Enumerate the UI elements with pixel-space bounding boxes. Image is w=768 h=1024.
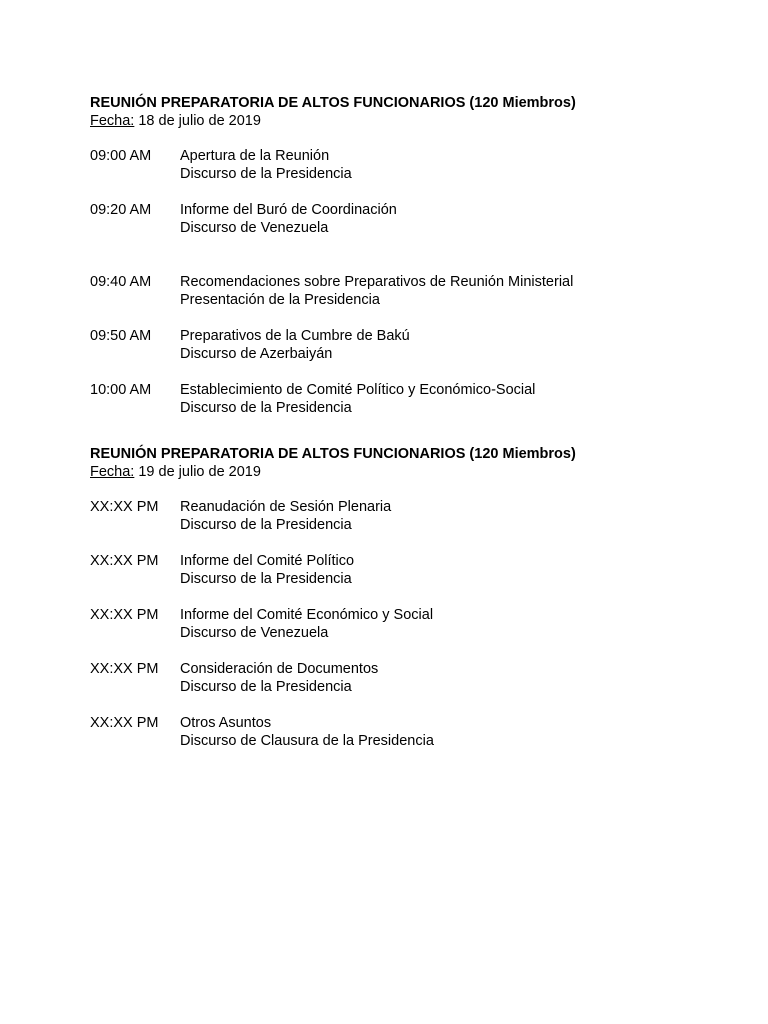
session-title: REUNIÓN PREPARATORIA DE ALTOS FUNCIONARIOS (120 Miembros) — [90, 95, 576, 111]
agenda-time: XX:XX PM — [90, 661, 159, 677]
agenda-description — [180, 498, 730, 534]
agenda-item — [90, 381, 730, 417]
agenda-time: XX:XX PM — [90, 499, 159, 515]
agenda-speaker: Discurso de la Presidencia — [180, 517, 352, 533]
agenda-topic: Recomendaciones sobre Preparativos de Reunión Ministerial — [180, 274, 574, 290]
agenda-item — [90, 606, 730, 642]
agenda-topic: Preparativos de la Cumbre de Bakú — [180, 328, 410, 344]
agenda-time: XX:XX PM — [90, 553, 159, 569]
agenda-time: 09:50 AM — [90, 328, 152, 344]
agenda-time: 09:40 AM — [90, 274, 152, 290]
agenda-description — [180, 147, 730, 183]
agenda-description — [180, 660, 730, 696]
agenda-time: 09:00 AM — [90, 148, 152, 164]
session-date — [90, 112, 730, 130]
agenda-item — [90, 552, 730, 588]
agenda-item — [90, 201, 730, 237]
agenda-item — [90, 273, 730, 309]
agenda-description — [180, 606, 730, 642]
date-value: 19 de julio de 2019 — [134, 464, 261, 480]
agenda-time: XX:XX PM — [90, 607, 159, 623]
agenda-topic: Consideración de Documentos — [180, 661, 379, 677]
agenda-description — [180, 273, 730, 309]
agenda-description — [180, 552, 730, 588]
date-label: Fecha: — [90, 464, 135, 480]
agenda-topic: Apertura de la Reunión — [180, 148, 330, 164]
agenda-speaker: Discurso de Venezuela — [180, 220, 329, 236]
agenda-topic: Informe del Buró de Coordinación — [180, 202, 397, 218]
session-2 — [90, 445, 730, 750]
agenda-speaker: Discurso de la Presidencia — [180, 571, 352, 587]
agenda-description — [180, 714, 730, 750]
session-date — [90, 463, 730, 481]
agenda-item — [90, 147, 730, 183]
agenda-topic: Establecimiento de Comité Político y Económico-Social — [180, 382, 536, 398]
agenda-topic: Informe del Comité Político — [180, 553, 355, 569]
agenda-item — [90, 660, 730, 696]
date-value: 18 de julio de 2019 — [134, 113, 261, 129]
agenda-speaker: Discurso de la Presidencia — [180, 400, 352, 416]
agenda-speaker: Presentación de la Presidencia — [180, 292, 380, 308]
agenda-time: XX:XX PM — [90, 715, 159, 731]
agenda-description — [180, 381, 730, 417]
session-title: REUNIÓN PREPARATORIA DE ALTOS FUNCIONARIOS (120 Miembros) — [90, 446, 576, 462]
agenda-speaker: Discurso de la Presidencia — [180, 679, 352, 695]
agenda-item — [90, 714, 730, 750]
agenda-topic: Informe del Comité Económico y Social — [180, 607, 434, 623]
agenda-list — [90, 147, 730, 417]
agenda-time: 10:00 AM — [90, 382, 152, 398]
agenda-description — [180, 327, 730, 363]
agenda-time: 09:20 AM — [90, 202, 152, 218]
agenda-description — [180, 201, 730, 237]
agenda-speaker: Discurso de Azerbaiyán — [180, 346, 333, 362]
agenda-speaker: Discurso de Venezuela — [180, 625, 329, 641]
date-label: Fecha: — [90, 113, 135, 129]
agenda-topic: Reanudación de Sesión Plenaria — [180, 499, 392, 515]
agenda-list — [90, 498, 730, 750]
agenda-item — [90, 498, 730, 534]
agenda-speaker: Discurso de Clausura de la Presidencia — [180, 733, 434, 749]
agenda-document — [90, 92, 730, 750]
agenda-item — [90, 327, 730, 363]
session-1 — [90, 94, 730, 417]
agenda-speaker: Discurso de la Presidencia — [180, 166, 352, 182]
agenda-topic: Otros Asuntos — [180, 715, 272, 731]
